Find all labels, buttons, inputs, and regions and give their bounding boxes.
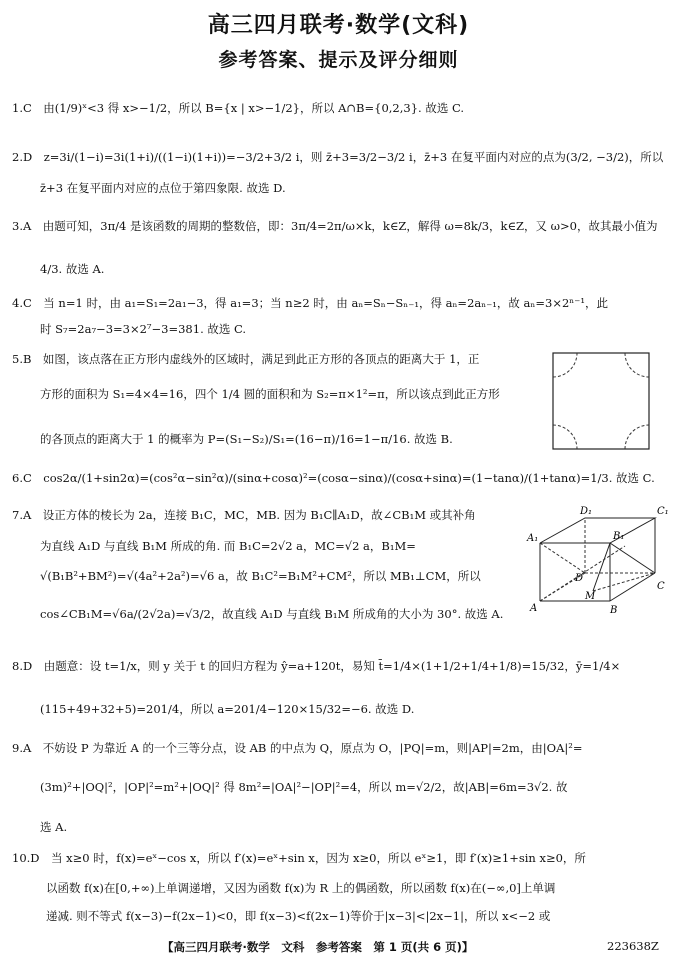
cube-figure	[525, 503, 669, 618]
cube-label: M	[585, 591, 596, 602]
answer-10-line-2: 以函数 f(x)在[0,+∞)上单调递增，又因为函数 f(x)为 R 上的偶函数，所以函数 f(x)在(−∞,0]上单调	[46, 881, 556, 895]
answer-2-line-1: 2.D z=3i/(1−i)=3i(1+i)/((1−i)(1+i))=−3/2+3/2 i，则 z̄+3=3/2−3/2 i，z̄+3 在复平面内对应的点为(3/2, −3/2)，所以	[12, 150, 664, 164]
answer-2-line-2: z̄+3 在复平面内对应的点位于第四象限. 故选 D.	[40, 181, 286, 195]
answer-10-line-1: 10.D 当 x≥0 时，f(x)=eˣ−cos x，所以 f′(x)=eˣ+sin x，因为 x≥0，所以 eˣ≥1，即 f′(x)≥1+sin x≥0，所	[12, 851, 586, 865]
answer-4-line-1: 4.C 当 n=1 时，由 a₁=S₁=2a₁−3，得 a₁=3；当 n≥2 时，由 aₙ=Sₙ−Sₙ₋₁，得 aₙ=2aₙ₋₁，故 aₙ=3×2ⁿ⁻¹，此	[12, 296, 608, 310]
footer-code: 223638Z	[607, 939, 659, 953]
answer-9-line-2: (3m)²+|OQ|²，|OP|²=m²+|OQ|² 得 8m²=|OA|²−|OP|²=4，所以 m=√2/2，故|AB|=6m=3√2. 故	[40, 780, 568, 794]
cube-label: D₁	[580, 506, 593, 517]
answer-7-line-2: 为直线 A₁D 与直线 B₁M 所成的角. 而 B₁C=2√2 a，MC=√2 a，B₁M=	[40, 539, 416, 553]
answer-7-line-3: √(B₁B²+BM²)=√(4a²+2a²)=√6 a，故 B₁C²=B₁M²+CM²，所以 MB₁⊥CM，所以	[40, 569, 481, 583]
answer-9-line-3: 选 A.	[40, 820, 68, 834]
answer-9-line-1: 9.A 不妨设 P 为靠近 A 的一个三等分点，设 AB 的中点为 Q，原点为 O，|PQ|=m，则|AP|=2m，由|OA|²=	[12, 741, 583, 755]
answer-5-line-3: 的各顶点的距离大于 1 的概率为 P=(S₁−S₂)/S₁=(16−π)/16=1−π/16. 故选 B.	[40, 432, 453, 446]
answer-6-line-1: 6.C cos2α/(1+sin2α)=(cos²α−sin²α)/(sinα+cosα)²=(cosα−sinα)/(cosα+sinα)=(1−tanα)/(1+tanα)=1/3. 故选 C.	[12, 471, 655, 485]
page-title: 高三四月联考·数学(文科)	[207, 13, 470, 38]
page-subtitle: 参考答案、提示及评分细则	[218, 49, 459, 71]
answer-8-line-2: (115+49+32+5)=201/4，所以 a=201/4−120×15/32=−6. 故选 D.	[40, 702, 415, 716]
answer-5-line-1: 5.B 如图，该点落在正方形内虚线外的区域时，满足到此正方形的各顶点的距离大于 1，正	[12, 352, 480, 366]
answer-7-line-4: cos∠CB₁M=√6a/(2√2a)=√3/2，故直线 A₁D 与直线 B₁M 所成角的大小为 30°. 故选 A.	[40, 607, 504, 621]
answer-3-line-2: 4/3. 故选 A.	[40, 262, 105, 276]
cube-label: D	[575, 573, 584, 584]
cube-label: B	[610, 605, 618, 616]
cube-label: A₁	[527, 533, 539, 544]
cube-label: A	[530, 603, 538, 614]
square-figure	[552, 352, 650, 450]
answer-4-line-2: 时 S₇=2a₇−3=3×2⁷−3=381. 故选 C.	[40, 322, 247, 336]
answer-7-line-1: 7.A 设正方体的棱长为 2a，连接 B₁C，MC，MB. 因为 B₁C∥A₁D，故∠CB₁M 或其补角	[12, 508, 476, 522]
answer-10-line-3: 递减. 则不等式 f(x−3)−f(2x−1)<0，即 f(x−3)<f(2x−1)等价于|x−3|<|2x−1|，所以 x<−2 或	[46, 909, 551, 923]
answer-1-line-1: 1.C 由(1/9)ˣ<3 得 x>−1/2，所以 B={x | x>−1/2}，所以 A∩B={0,2,3}. 故选 C.	[12, 101, 465, 115]
cube-label: C	[657, 581, 665, 592]
answer-5-line-2: 方形的面积为 S₁=4×4=16，四个 1/4 圆的面积和为 S₂=π×1²=π，所以该点到此正方形	[40, 387, 500, 401]
answer-3-line-1: 3.A 由题可知，3π/4 是该函数的周期的整数倍，即：3π/4=2π/ω×k，k∈Z，解得 ω=8k/3，k∈Z，又 ω>0，故其最小值为	[12, 219, 658, 233]
answer-8-line-1: 8.D 由题意：设 t=1/x，则 y 关于 t 的回归方程为 ŷ=a+120t，易知 t̄=1/4×(1+1/2+1/4+1/8)=15/32，ȳ=1/4×	[12, 659, 621, 673]
footer-label: 【高三四月联考·数学 文科 参考答案 第 1 页(共 6 页)】	[162, 940, 474, 954]
cube-label: C₁	[657, 506, 669, 517]
cube-label: B₁	[613, 531, 625, 542]
